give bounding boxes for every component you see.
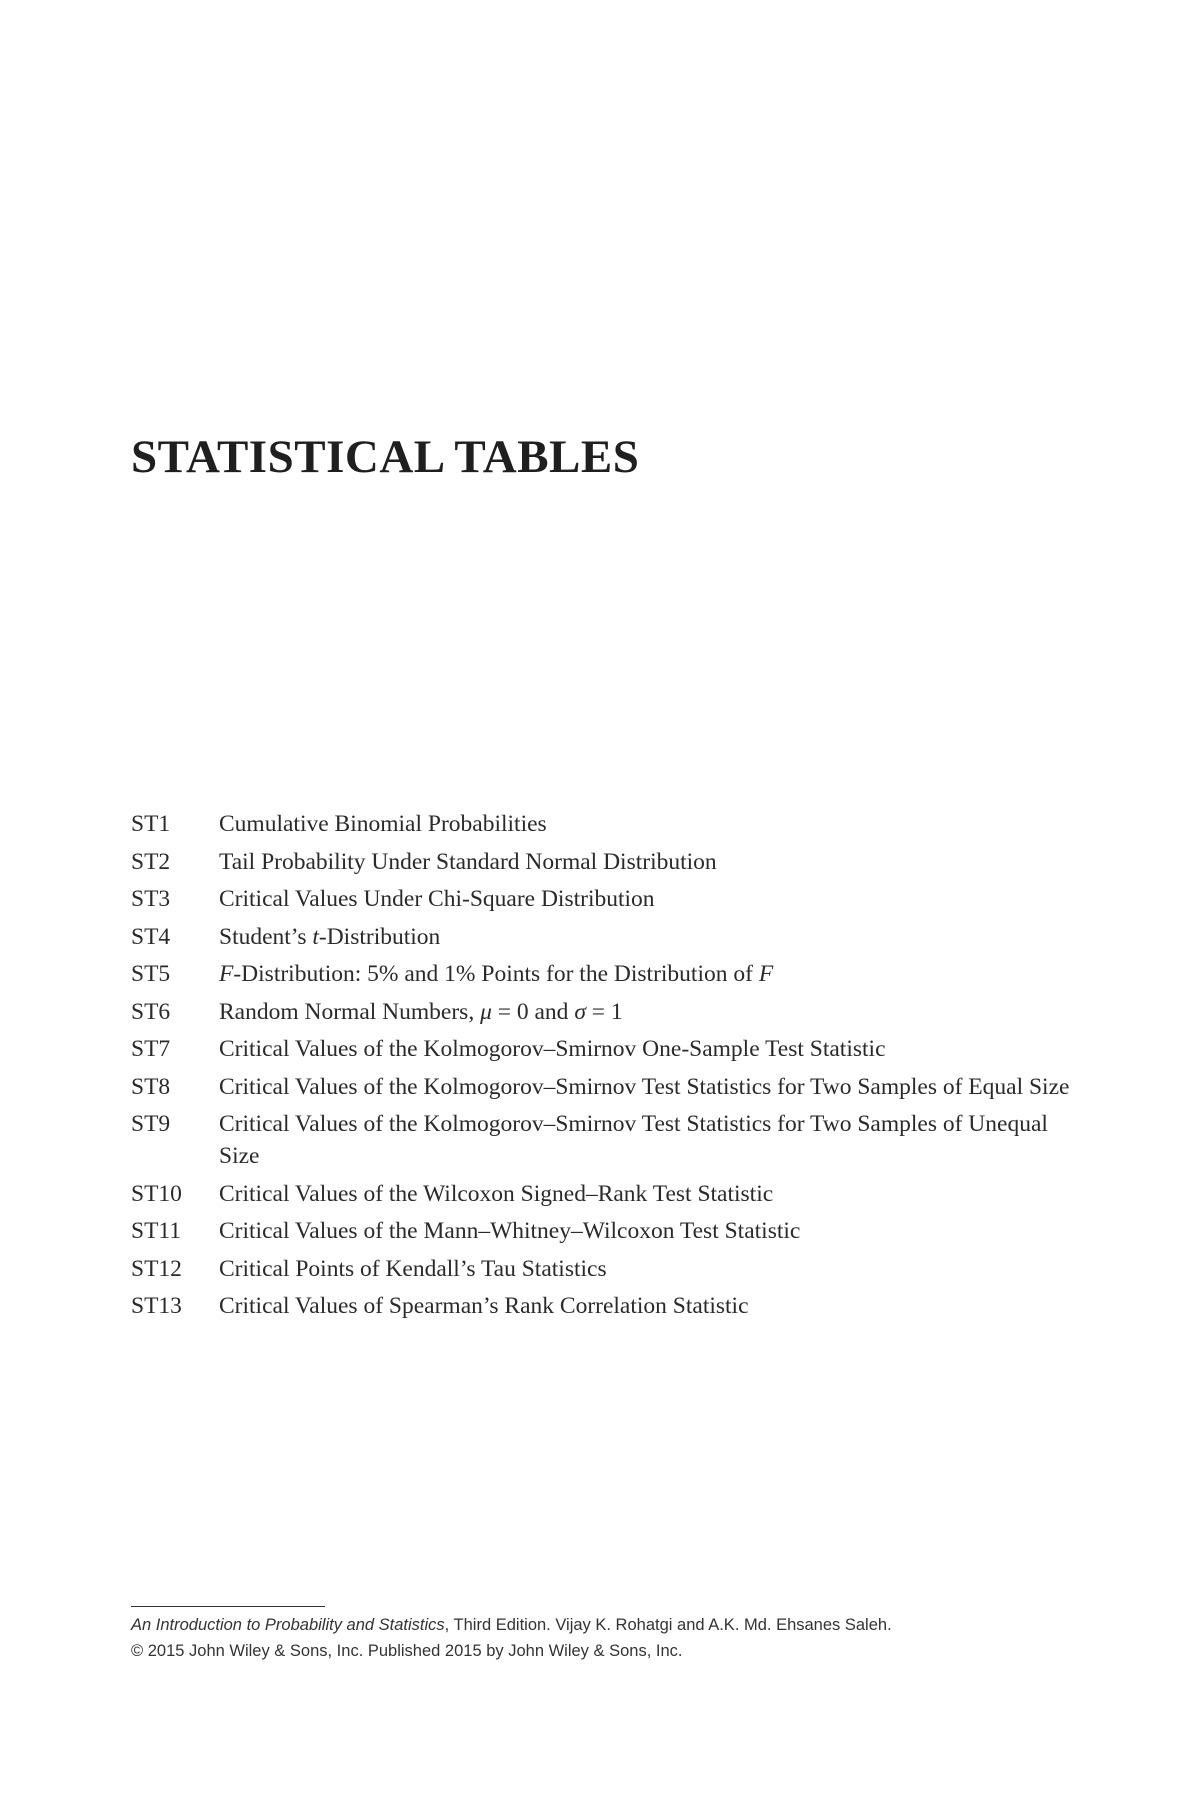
title-text: Critical Values of the Mann–Whitney–Wilcoxon Test Statistic <box>219 1218 801 1244</box>
table-title <box>219 1290 1091 1322</box>
table-list-item <box>131 1033 1091 1065</box>
table-list-item <box>131 1108 1091 1172</box>
table-code: ST12 <box>131 1255 182 1282</box>
math-symbol: F <box>219 961 234 987</box>
table-title <box>219 921 1091 953</box>
table-code: ST1 <box>131 811 171 837</box>
title-text: Critical Points of Kendall’s Tau Statistics <box>219 1255 607 1282</box>
table-code: ST5 <box>131 961 171 987</box>
table-code: ST4 <box>131 923 171 950</box>
table-title <box>219 883 1091 915</box>
math-symbol: σ <box>574 998 586 1025</box>
table-list-item <box>131 846 1091 878</box>
page-title: STATISTICAL TABLES <box>131 431 640 483</box>
title-text: = 0 and <box>491 998 575 1025</box>
footnote-book-title: An Introduction to Probability and Statistics <box>131 1616 445 1634</box>
title-text: Critical Values of Spearman’s Rank Correlation Statistic <box>219 1293 749 1319</box>
table-list-item <box>131 883 1091 915</box>
table-list-item <box>131 1071 1091 1103</box>
math-symbol: t <box>312 923 319 950</box>
table-code: ST13 <box>131 1293 182 1319</box>
table-list-item <box>131 996 1091 1028</box>
title-text: Tail Probability Under Standard Normal Distribution <box>219 848 717 875</box>
table-code: ST2 <box>131 848 171 875</box>
table-title <box>219 1033 1091 1065</box>
table-title <box>219 808 1091 840</box>
table-code: ST11 <box>131 1218 182 1244</box>
title-text: -Distribution: 5% and 1% Points for the Distribution of <box>233 961 759 987</box>
table-list-item <box>131 1178 1091 1210</box>
table-code: ST7 <box>131 1036 171 1062</box>
title-text: Critical Values of the Kolmogorov–Smirnov Test Statistics for Two Samples of Unequal Size <box>219 1111 1048 1169</box>
math-symbol: F <box>758 961 774 987</box>
table-list-item <box>131 808 1091 840</box>
table-title <box>219 1071 1091 1103</box>
table-code: ST10 <box>131 1180 182 1207</box>
table-title <box>219 1178 1091 1210</box>
footnote-edition-authors: , Third Edition. Vijay K. Rohatgi and A.K. Md. Ehsanes Saleh. <box>444 1616 892 1634</box>
title-text: Critical Values Under Chi-Square Distribution <box>219 886 655 912</box>
table-code: ST3 <box>131 886 171 912</box>
title-text: Cumulative Binomial Probabilities <box>219 811 547 837</box>
table-list-item <box>131 921 1091 953</box>
table-code: ST6 <box>131 998 171 1025</box>
title-text: Random Normal Numbers, <box>219 998 481 1025</box>
table-title <box>219 846 1091 878</box>
title-text: Critical Values of the Kolmogorov–Smirnov Test Statistics for Two Samples of Equal Size <box>219 1073 1070 1100</box>
table-title <box>219 1215 1091 1247</box>
title-text: Critical Values of the Kolmogorov–Smirnov One-Sample Test Statistic <box>219 1036 886 1062</box>
table-title <box>219 1253 1091 1285</box>
title-text: -Distribution <box>318 923 441 950</box>
footnote-copyright: © 2015 John Wiley & Sons, Inc. Published 2015 by John Wiley & Sons, Inc. <box>131 1642 683 1660</box>
math-symbol: μ <box>480 998 492 1025</box>
footnote-citation <box>131 1612 1131 1638</box>
table-list-item <box>131 1215 1091 1247</box>
table-title <box>219 996 1091 1028</box>
title-text: = 1 <box>585 998 623 1025</box>
title-text: Critical Values of the Wilcoxon Signed–Rank Test Statistic <box>219 1180 774 1207</box>
title-text: Student’s <box>219 923 313 950</box>
table-list-item <box>131 1253 1091 1285</box>
table-title <box>219 958 1091 990</box>
footnote <box>131 1612 1131 1664</box>
table-list-item <box>131 1290 1091 1322</box>
table-list <box>131 808 1091 1328</box>
footnote-divider <box>131 1606 325 1607</box>
table-list-item <box>131 958 1091 990</box>
table-code: ST9 <box>131 1111 171 1137</box>
table-code: ST8 <box>131 1073 171 1100</box>
table-title <box>219 1108 1091 1172</box>
